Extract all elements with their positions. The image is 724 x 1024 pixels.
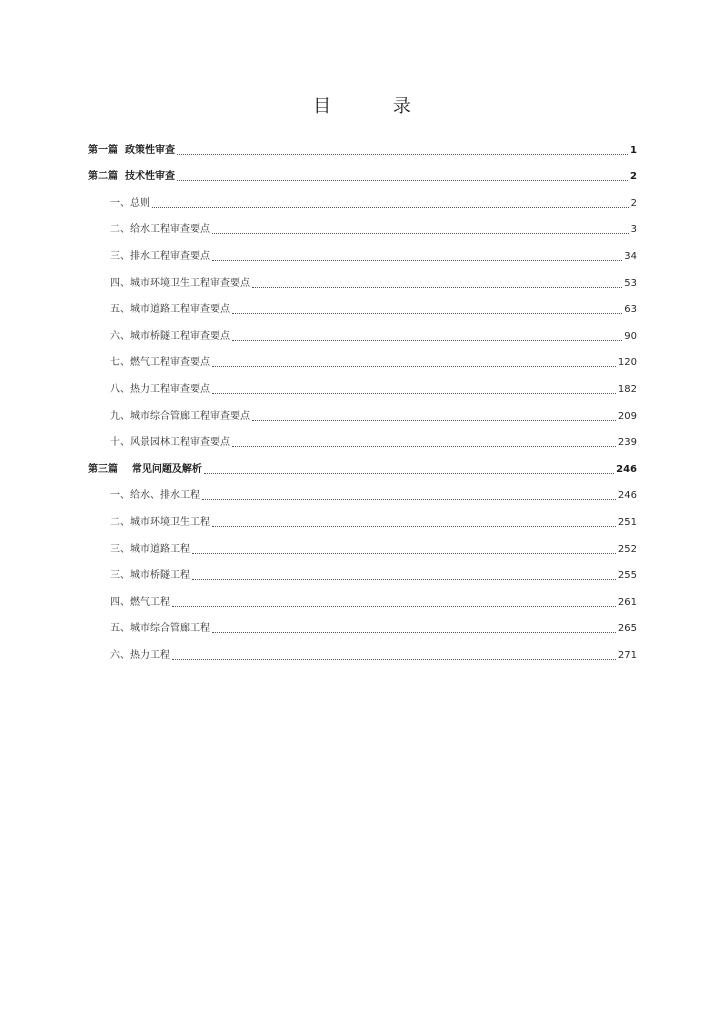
toc-entry-label: 六、城市桥隧工程审查要点 (110, 330, 230, 342)
toc-section-entry[interactable] (0, 423, 724, 450)
dot-leader (177, 180, 628, 181)
toc-entry-label: 二、城市环境卫生工程 (110, 516, 210, 528)
toc-part-entry[interactable] (0, 130, 724, 157)
toc-page-number: 246 (617, 490, 637, 502)
toc-page-number: 90 (624, 330, 637, 342)
toc-part-entry[interactable] (0, 449, 724, 476)
toc-section-entry[interactable] (0, 263, 724, 290)
toc-page-number: 53 (624, 277, 637, 289)
toc-entry-label: 二、给水工程审查要点 (110, 224, 210, 236)
toc-page-number: 182 (617, 383, 637, 395)
toc-section-entry[interactable] (0, 210, 724, 237)
toc-entry-label: 一、总则 (110, 197, 150, 209)
toc-section-entry[interactable] (0, 396, 724, 423)
dot-leader (172, 606, 616, 607)
toc-page-number: 271 (617, 649, 637, 661)
toc-entry-label: 四、城市环境卫生工程审查要点 (110, 277, 250, 289)
dot-leader (204, 473, 614, 474)
toc-entry-label: 八、热力工程审查要点 (110, 383, 210, 395)
toc-section-entry[interactable] (0, 343, 724, 370)
toc-page-number: 3 (630, 224, 637, 236)
toc-page-number: 1 (630, 144, 637, 156)
toc-entry-label: 六、热力工程 (110, 649, 170, 661)
toc-section-entry[interactable] (0, 476, 724, 503)
toc-entry-label: 三、排水工程审查要点 (110, 250, 210, 262)
toc-section-entry[interactable] (0, 529, 724, 556)
toc-entry-label: 五、城市综合管廊工程 (110, 623, 210, 635)
toc-list (0, 130, 724, 662)
toc-page-number: 120 (617, 357, 637, 369)
toc-entry-label: 第一篇 政策性审查 (88, 144, 175, 156)
toc-page-number: 255 (617, 570, 637, 582)
toc-entry-label: 五、城市道路工程审查要点 (110, 304, 230, 316)
dot-leader (232, 340, 622, 341)
toc-entry-label: 十、风景园林工程审查要点 (110, 437, 230, 449)
dot-leader (177, 154, 628, 155)
toc-entry-label: 四、燃气工程 (110, 596, 170, 608)
toc-page-number: 246 (616, 463, 637, 475)
dot-leader (232, 446, 616, 447)
dot-leader (202, 499, 616, 500)
toc-page-number: 261 (617, 596, 637, 608)
toc-page-number: 251 (617, 516, 637, 528)
toc-entry-label: 七、燃气工程审查要点 (110, 357, 210, 369)
toc-page-number: 34 (624, 250, 637, 262)
toc-page-number: 2 (630, 171, 637, 183)
dot-leader (192, 553, 616, 554)
toc-entry-label: 一、给水、排水工程 (110, 490, 200, 502)
dot-leader (212, 233, 629, 234)
toc-section-entry[interactable] (0, 290, 724, 317)
toc-section-entry[interactable] (0, 502, 724, 529)
toc-section-entry[interactable] (0, 556, 724, 583)
toc-section-entry[interactable] (0, 183, 724, 210)
dot-leader (252, 420, 616, 421)
toc-entry-label: 第二篇 技术性审查 (88, 171, 175, 183)
dot-leader (212, 260, 622, 261)
dot-leader (212, 632, 616, 633)
dot-leader (172, 659, 616, 660)
toc-entry-label: 三、城市桥隧工程 (110, 570, 190, 582)
dot-leader (192, 579, 616, 580)
toc-entry-label: 九、城市综合管廊工程审查要点 (110, 410, 250, 422)
toc-section-entry[interactable] (0, 609, 724, 636)
toc-page-number: 209 (617, 410, 637, 422)
toc-section-entry[interactable] (0, 635, 724, 662)
dot-leader (252, 287, 622, 288)
toc-entry-label: 三、城市道路工程 (110, 543, 190, 555)
toc-page-number: 63 (624, 304, 637, 316)
dot-leader (212, 366, 616, 367)
toc-section-entry[interactable] (0, 369, 724, 396)
toc-page-number: 2 (630, 197, 637, 209)
dot-leader (152, 207, 629, 208)
toc-part-entry[interactable] (0, 157, 724, 184)
toc-entry-label: 第三篇 常见问题及解析 (88, 463, 202, 475)
dot-leader (232, 313, 622, 314)
toc-title: 目 录 (313, 96, 439, 117)
dot-leader (212, 393, 616, 394)
toc-section-entry[interactable] (0, 316, 724, 343)
toc-section-entry[interactable] (0, 236, 724, 263)
toc-page-number: 239 (617, 437, 637, 449)
toc-page-number: 265 (617, 623, 637, 635)
dot-leader (212, 526, 616, 527)
toc-page-number: 252 (617, 543, 637, 555)
toc-section-entry[interactable] (0, 582, 724, 609)
